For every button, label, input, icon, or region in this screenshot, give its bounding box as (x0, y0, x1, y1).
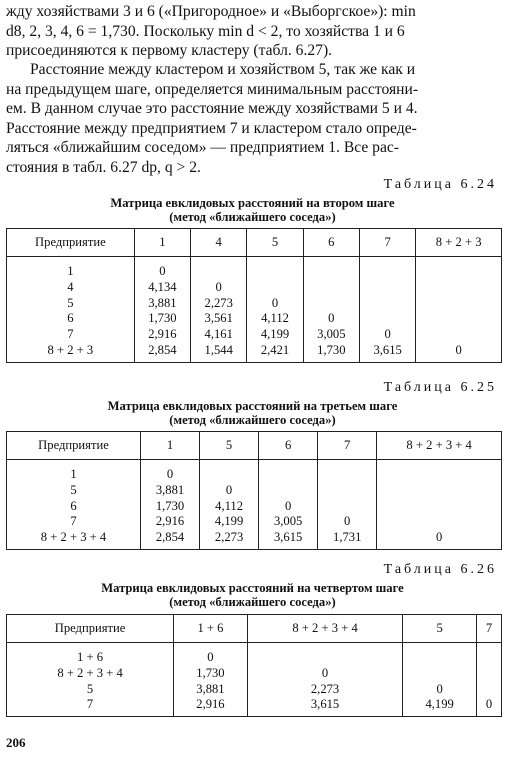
table-cell: 3,005 (303, 327, 359, 343)
column-header: 5 (247, 229, 303, 257)
table-cell: 0 (403, 682, 477, 698)
table-header-row (7, 229, 502, 257)
table-row (7, 682, 502, 698)
table-cell (247, 643, 403, 666)
table-cell: 1,730 (140, 499, 199, 515)
table-cell (303, 280, 359, 296)
table-row (7, 643, 502, 666)
row-label: 8 + 2 + 3 (7, 343, 135, 362)
table-cell: 0 (477, 697, 502, 716)
table-cell (416, 257, 502, 280)
table-cell: 0 (416, 343, 502, 362)
row-label: 7 (7, 514, 141, 530)
table-cell (359, 257, 415, 280)
table-cell: 4,199 (200, 514, 259, 530)
table-cell: 0 (140, 460, 199, 483)
table-cell: 2,854 (134, 343, 190, 362)
column-header: 6 (259, 432, 318, 460)
table-cell (247, 280, 303, 296)
row-label: 6 (7, 311, 135, 327)
table-cell (477, 643, 502, 666)
row-label: 4 (7, 280, 135, 296)
row-label: 8 + 2 + 3 + 4 (7, 530, 141, 549)
table-6-25-title: Матрица евклидовых расстояний на третьем шаге (107, 399, 398, 413)
row-label: 5 (7, 682, 174, 698)
table-header-row (7, 432, 502, 460)
table-row (7, 311, 502, 327)
table-row (7, 697, 502, 716)
table-cell: 1,730 (134, 311, 190, 327)
table-6-25 (6, 431, 502, 550)
column-header: 1 (140, 432, 199, 460)
table-cell (377, 483, 502, 499)
table-cell (318, 483, 377, 499)
paragraph-2-line-4: Расстояние между предприятием 7 и кластером стало опреде- (6, 119, 417, 137)
table-cell: 4,112 (200, 499, 259, 515)
paragraph-2-line-1: Расстояние между кластером и хозяйством 5, так же как и (30, 61, 416, 78)
table-cell (416, 280, 502, 296)
page-number: 206 (6, 735, 26, 750)
table-cell: 4,112 (247, 311, 303, 327)
table-row (7, 343, 502, 362)
table-cell (403, 666, 477, 682)
table-cell: 2,916 (174, 697, 248, 716)
table-6-26 (6, 614, 502, 717)
table-row (7, 666, 502, 682)
table-row (7, 296, 502, 312)
table-cell: 0 (303, 311, 359, 327)
paragraph-1-line-3: присоединяются к первому кластеру (табл. 6.27). (6, 42, 333, 60)
table-header-row (7, 615, 502, 643)
paragraph-2-line-6: стояния в табл. 6.27 dp, q > 2. (6, 158, 201, 176)
table-cell: 0 (200, 483, 259, 499)
row-label: 1 + 6 (7, 643, 174, 666)
table-cell: 2,916 (134, 327, 190, 343)
table-6-26-title: Матрица евклидовых расстояний на четвертом шаге (101, 581, 404, 595)
table-cell (303, 257, 359, 280)
table-cell: 2,916 (140, 514, 199, 530)
row-label: 1 (7, 460, 141, 483)
row-label: 1 (7, 257, 135, 280)
row-label: 8 + 2 + 3 + 4 (7, 666, 174, 682)
table-cell: 1,731 (318, 530, 377, 549)
paragraph-2-line-5: ляться «ближайшим соседом» — предприятием 1. Все рас- (6, 139, 399, 157)
table-cell: 1,730 (303, 343, 359, 362)
column-header: 7 (359, 229, 415, 257)
table-cell: 0 (259, 499, 318, 515)
table-row (7, 499, 502, 515)
table-cell (259, 460, 318, 483)
table-row (7, 530, 502, 549)
table-cell: 3,881 (134, 296, 190, 312)
row-label: 7 (7, 327, 135, 343)
table-cell: 3,615 (247, 697, 403, 716)
column-header: 7 (477, 615, 502, 643)
table-cell (416, 327, 502, 343)
paragraph-1-line-2: d8, 2, 3, 4, 6 = 1,730. Поскольку min d < 2, то хозяйства 1 и 6 (6, 22, 405, 40)
column-header: 8 + 2 + 3 + 4 (247, 615, 403, 643)
row-label: 5 (7, 483, 141, 499)
table-cell (200, 460, 259, 483)
table-6-24-number: Таблица 6.24 (383, 177, 497, 192)
paragraph-2-line-2: на предыдущем шаге, определяется минимальным расстояни- (6, 80, 419, 98)
table-cell (247, 257, 303, 280)
table-cell (416, 311, 502, 327)
table-cell: 0 (174, 643, 248, 666)
paragraph-1 (6, 2, 498, 61)
table-cell (359, 296, 415, 312)
table-cell: 0 (359, 327, 415, 343)
table-cell: 2,421 (247, 343, 303, 362)
table-cell: 4,161 (191, 327, 247, 343)
column-header: 1 + 6 (174, 615, 248, 643)
table-cell: 4,134 (134, 280, 190, 296)
table-cell (191, 257, 247, 280)
column-header: 7 (318, 432, 377, 460)
table-cell (318, 499, 377, 515)
column-header: Предприятие (7, 229, 135, 257)
table-cell: 3,561 (191, 311, 247, 327)
table-cell (377, 460, 502, 483)
table-cell: 3,615 (359, 343, 415, 362)
table-row (7, 327, 502, 343)
column-header: 6 (303, 229, 359, 257)
column-header: 8 + 2 + 3 (416, 229, 502, 257)
table-cell: 3,005 (259, 514, 318, 530)
paragraph-2 (6, 60, 498, 178)
column-header: 5 (403, 615, 477, 643)
table-cell: 1,730 (174, 666, 248, 682)
table-cell: 0 (377, 530, 502, 549)
column-header: 4 (191, 229, 247, 257)
table-cell (377, 499, 502, 515)
table-cell (477, 682, 502, 698)
table-cell: 1,544 (191, 343, 247, 362)
table-6-26-number: Таблица 6.26 (383, 562, 497, 577)
row-label: 6 (7, 499, 141, 515)
table-6-25-subtitle: (метод «ближайшего соседа») (169, 413, 336, 427)
table-cell (359, 311, 415, 327)
table-cell: 4,199 (247, 327, 303, 343)
table-cell: 2,273 (191, 296, 247, 312)
table-6-24-subtitle: (метод «ближайшего соседа») (169, 210, 336, 224)
column-header: 1 (134, 229, 190, 257)
table-cell (477, 666, 502, 682)
table-cell: 3,615 (259, 530, 318, 549)
table-cell: 2,273 (200, 530, 259, 549)
table-6-24 (6, 228, 502, 363)
table-cell: 0 (134, 257, 190, 280)
table-cell (303, 296, 359, 312)
table-6-24-title: Матрица евклидовых расстояний на втором шаге (110, 196, 395, 210)
column-header: Предприятие (7, 432, 141, 460)
column-header: Предприятие (7, 615, 174, 643)
table-row (7, 483, 502, 499)
table-cell: 3,881 (174, 682, 248, 698)
table-cell: 0 (247, 296, 303, 312)
row-label: 7 (7, 697, 174, 716)
table-cell (403, 643, 477, 666)
table-row (7, 257, 502, 280)
column-header: 8 + 2 + 3 + 4 (377, 432, 502, 460)
paragraph-1-line-1: жду хозяйствами 3 и 6 («Пригородное» и «Выборгское»): min (6, 3, 416, 20)
table-cell (259, 483, 318, 499)
table-cell: 0 (318, 514, 377, 530)
table-cell: 0 (191, 280, 247, 296)
column-header: 5 (200, 432, 259, 460)
table-cell (416, 296, 502, 312)
table-cell: 4,199 (403, 697, 477, 716)
table-row (7, 514, 502, 530)
table-row (7, 460, 502, 483)
paragraph-2-line-3: ем. В данном случае это расстояние между хозяйствами 5 и 4. (6, 100, 418, 118)
table-cell (377, 514, 502, 530)
row-label: 5 (7, 296, 135, 312)
table-row (7, 280, 502, 296)
table-cell (359, 280, 415, 296)
table-6-26-subtitle: (метод «ближайшего соседа») (169, 595, 336, 609)
table-cell: 0 (247, 666, 403, 682)
table-cell: 2,854 (140, 530, 199, 549)
table-cell (318, 460, 377, 483)
table-cell: 2,273 (247, 682, 403, 698)
table-cell: 3,881 (140, 483, 199, 499)
table-6-25-number: Таблица 6.25 (383, 380, 497, 395)
